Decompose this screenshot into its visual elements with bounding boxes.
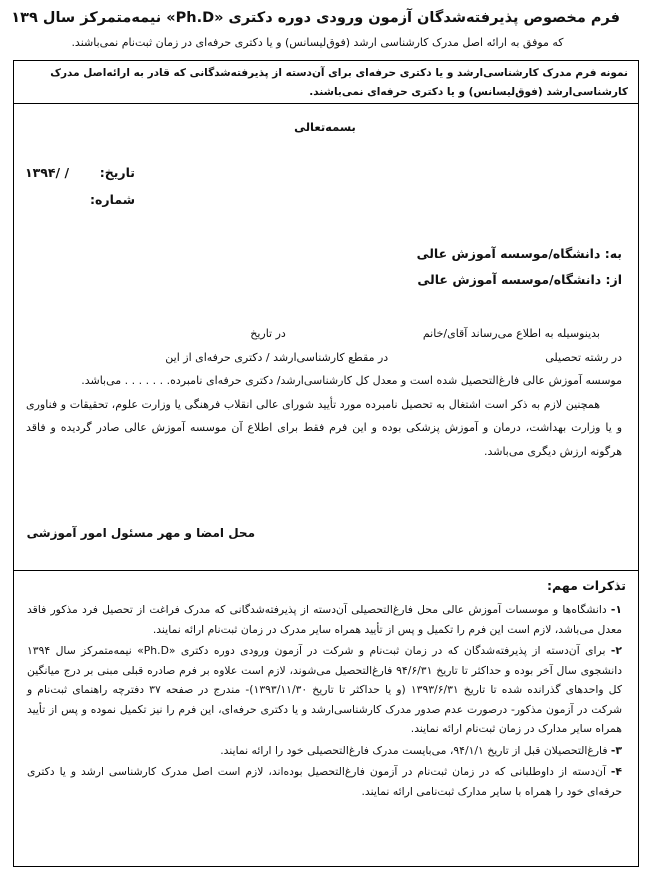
note-item: ۳- فارغ‌التحصیلان قبل از تاریخ ۹۴/۱/۱، می‌بایست مدرک فارغ‌التحصیلی خود را ارائه نمایند. <box>220 743 622 757</box>
number-label: شماره: <box>90 192 135 207</box>
notes-heading: تذکرات مهم: <box>547 578 626 593</box>
letter-body <box>26 322 622 463</box>
notes-list <box>27 600 622 803</box>
date-label: تاریخ: <box>99 165 135 180</box>
sender-line: از: دانشگاه/موسسه آموزش عالی <box>417 272 622 287</box>
body-line: موسسه آموزش عالی فارغ‌التحصیل شده است و معدل کل کارشناسی‌ارشد/ دکتری حرفه‌ای نامبرده. . . . . . . می‌باشد. <box>81 374 622 387</box>
sample-note: نمونه فرم مدرک کارشناسی‌ارشد و یا دکتری حرفه‌ای برای آن‌دسته از پذیرفته‌شدگانی که قادر به ارائه‌اصل مدرک کارشناسی‌ارشد (فوق‌لیسانس) و یا دکتری حرفه‌ای نمی‌باشند. <box>50 67 628 98</box>
body-paragraph: همچنین لازم به ذکر است اشتغال به تحصیل نامبرده مورد تأیید شورای عالی انقلاب فرهنگی یا وزارت علوم، تحقیقات و فناوری و یا وزارت بهداشت، درمان و آموزش پزشکی بوده و این فرم فقط برای اطلاع آن موسسه آموزش عالی صادر گردیده و فاقد هرگونه ارزش دیگری می‌باشد. <box>26 397 622 458</box>
note-item: ۲- برای آن‌دسته از پذیرفته‌شدگان که در زمان ثبت‌نام و شرکت در آزمون ورودی دوره دکتری «Ph.D» نیمه‌متمرکز سال ۱۳۹۴ دانشجوی سال آخر بوده و حداکثر تا تاریخ ۹۴/۶/۳۱ فارغ‌التحصیل می‌شوند، لازم است علاوه بر فرم صادره قبلی مبنی بر درج میانگین کل واحدهای گذرانده شده تا تاریخ ۱۳۹۳/۶/۳۱ (و یا حداکثر تا تاریخ ۱۳۹۳/۱۱/۳۰)- مندرج در صفحه ۳۷ دفترچه راهنمای ثبت‌نام و شرکت در آزمون مذکور- درصورت عدم صدور مدرک کارشناسی‌ارشد و یا دکتری حرفه‌ای، این فرم را نیز تکمیل نموده و پس از تأیید همراه سایر مدارک در زمان ثبت‌نام ارائه نمایند. <box>27 644 623 735</box>
note-item: ۱- دانشگاه‌ها و موسسات آموزش عالی محل فارغ‌التحصیلی آن‌دسته از پذیرفته‌شدگانی که مدرک فراغت از تحصیل فرد مذکور فاقد معدل می‌باشد، لازم است این فرم را تکمیل و پس از تأیید همراه سایر مدرک در زمان ثبت‌نام ارائه نمایند. <box>27 603 622 636</box>
divider <box>13 570 639 571</box>
note-item: ۴- آن‌دسته از داوطلبانی که در زمان ثبت‌نام در آزمون فارغ‌التحصیل بوده‌اند، لازم است اصل مدرک کارشناسی ارشد و یا دکتری حرفه‌ای خود را همراه با سایر مدارک ثبت‌نامی ارائه نمایند. <box>27 765 622 798</box>
date-value: / /۱۳۹۴ <box>25 165 70 180</box>
bismillah-heading: بسمه‌تعالی <box>294 120 356 134</box>
body-line: در رشته تحصیلی در مقطع کارشناسی‌ارشد / دکتری حرفه‌ای از این <box>165 350 622 364</box>
recipient-line: به: دانشگاه/موسسه آموزش عالی <box>416 246 622 261</box>
signature-line: محل امضا و مهر مسئول امور آموزشی <box>26 526 255 540</box>
body-line: بدینوسیله به اطلاع می‌رساند آقای/خانم در تاریخ <box>250 327 600 340</box>
form-title: فرم مخصوص پذیرفته‌شدگان آزمون ورودی دوره دکتری «Ph.D» نیمه‌متمرکز سال ۱۳۹ <box>11 10 620 26</box>
divider <box>13 103 639 104</box>
form-subtitle: که موفق به ارائه اصل مدرک کارشناسی ارشد (فوق‌لیسانس) و یا دکتری حرفه‌ای در زمان ثبت‌نام نمی‌باشند. <box>71 36 564 49</box>
